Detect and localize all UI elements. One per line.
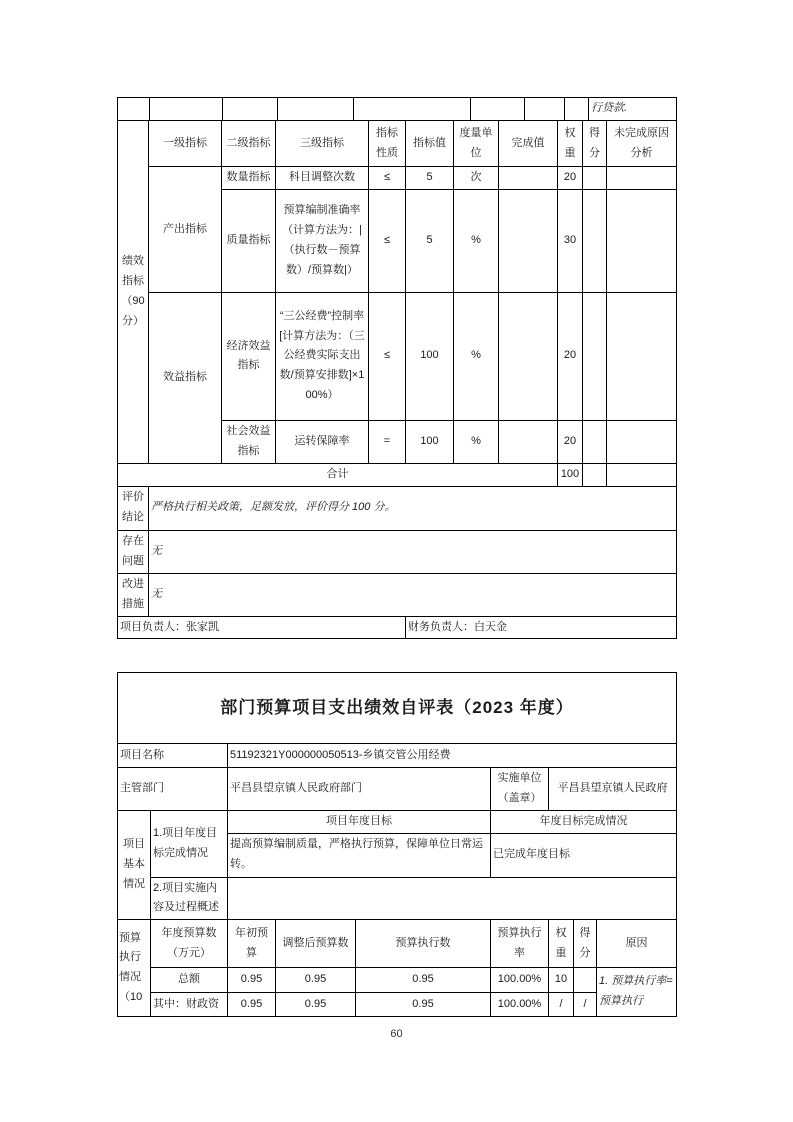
score-cell (583, 420, 607, 463)
budget-executed: 0.95 (356, 968, 491, 993)
dept-value: 平昌县望京镇人民政府部门 (228, 768, 491, 811)
score-cell (583, 167, 607, 190)
budget-adjusted: 0.95 (276, 993, 356, 1017)
budget-initial: 0.95 (228, 968, 276, 993)
nature-cell: ≤ (369, 167, 406, 190)
nature-cell: ≤ (369, 189, 406, 292)
budget-fiscal-row (118, 993, 677, 1017)
col-header-reason: 未完成原因分析 (607, 121, 677, 167)
goal-done-header: 年度目标完成情况 (491, 810, 677, 833)
reason-cell (607, 189, 677, 292)
weight-cell: 20 (558, 292, 583, 420)
performance-table (117, 120, 677, 639)
budget-score (574, 968, 597, 993)
project-name-row (118, 744, 677, 768)
level3-cell: 运转保障率 (276, 420, 369, 463)
budget-adjusted: 0.95 (276, 968, 356, 993)
unit-cell: % (454, 189, 499, 292)
budget-col-adjusted: 调整后预算数 (276, 920, 356, 968)
score-cell (583, 292, 607, 420)
col-header-weight: 权重 (558, 121, 583, 167)
level2-cell: 质量指标 (222, 189, 276, 292)
value-cell: 100 (406, 420, 454, 463)
impl-unit-value: 平昌县望京镇人民政府 (549, 768, 677, 811)
goal-header-row (118, 810, 677, 833)
total-reason (607, 463, 677, 486)
impl-section-label: 2.项目实施内容及过程概述 (151, 877, 228, 920)
budget-row-name: 总额 (151, 968, 228, 993)
remnant-empty-cell (471, 98, 525, 121)
budget-score: / (574, 993, 597, 1017)
level1-benefit: 效益指标 (149, 292, 222, 463)
dept-row (118, 768, 677, 811)
done-cell (499, 292, 558, 420)
total-weight: 100 (558, 463, 583, 486)
performance-header-row (118, 121, 677, 167)
done-cell (499, 420, 558, 463)
budget-initial: 0.95 (228, 993, 276, 1017)
problems-row (118, 530, 677, 573)
goal-section-label: 1.项目年度目标完成情况 (151, 810, 228, 877)
eval-table-title: 部门预算项目支出绩效自评表（2023 年度） (118, 673, 677, 744)
reason-cell (607, 167, 677, 190)
budget-rate: 100.00% (491, 968, 549, 993)
remnant-reason-text: 行贷款. (589, 98, 677, 121)
budget-rate: 100.00% (491, 993, 549, 1017)
goal-text: 提高预算编制质量，严格执行预算，保障单位日常运转。 (228, 833, 491, 877)
indicator-row (118, 167, 677, 190)
impl-section-text (228, 877, 677, 920)
level3-cell: “三公经费”控制率[计算方法为：（三公经费实际支出数/预算安排数]×100%） (276, 292, 369, 420)
done-cell (499, 189, 558, 292)
remnant-empty-cell (150, 98, 223, 121)
managers-row (118, 616, 677, 639)
reason-cell (607, 292, 677, 420)
remnant-empty-cell (118, 98, 150, 121)
budget-side-label: 预算执行情况（10 (118, 920, 151, 1017)
budget-col-initial: 年初预算 (228, 920, 276, 968)
project-name-value: 51192321Y000000050513-乡镇交管公用经费 (228, 744, 677, 768)
budget-weight: / (549, 993, 574, 1017)
budget-col-score: 得分 (574, 920, 597, 968)
col-header-level3: 三级指标 (276, 121, 369, 167)
value-cell: 5 (406, 189, 454, 292)
budget-col-name: 年度预算数（万元） (151, 920, 228, 968)
conclusion-label: 评价结论 (118, 486, 149, 530)
basic-info-side-label: 项目基本情况 (118, 810, 151, 920)
self-eval-table (117, 672, 677, 1017)
budget-col-executed: 预算执行数 (356, 920, 491, 968)
weight-cell: 20 (558, 167, 583, 190)
unit-cell: % (454, 420, 499, 463)
budget-weight: 10 (549, 968, 574, 993)
indicator-row (118, 292, 677, 420)
col-header-level2: 二级指标 (222, 121, 276, 167)
col-header-score: 得分 (583, 121, 607, 167)
col-header-unit: 度量单位 (454, 121, 499, 167)
impl-section-row (118, 877, 677, 920)
budget-row-name: 其中：财政资 (151, 993, 228, 1017)
problems-label: 存在问题 (118, 530, 149, 573)
level2-cell: 社会效益指标 (222, 420, 276, 463)
conclusion-row (118, 486, 677, 530)
value-cell: 100 (406, 292, 454, 420)
done-cell (499, 167, 558, 190)
total-score (583, 463, 607, 486)
improvements-row (118, 573, 677, 616)
finance-manager: 财务负责人：白天金 (406, 616, 677, 639)
budget-executed: 0.95 (356, 993, 491, 1017)
goal-done-text: 已完成年度目标 (491, 833, 677, 877)
nature-cell: ≤ (369, 292, 406, 420)
weight-cell: 30 (558, 189, 583, 292)
level1-output: 产出指标 (149, 167, 222, 293)
impl-unit-label: 实施单位（盖章） (491, 768, 549, 811)
remnant-empty-cell (525, 98, 565, 121)
dept-label: 主管部门 (118, 768, 228, 811)
value-cell: 5 (406, 167, 454, 190)
col-header-value: 指标值 (406, 121, 454, 167)
level2-cell: 经济效益指标 (222, 292, 276, 420)
budget-col-reason: 原因 (597, 920, 677, 968)
unit-cell: % (454, 292, 499, 420)
improvements-label: 改进措施 (118, 573, 149, 616)
page-number: 60 (390, 1028, 403, 1040)
budget-header-row (118, 920, 677, 968)
weight-cell: 20 (558, 420, 583, 463)
col-header-level1: 一级指标 (149, 121, 222, 167)
conclusion-text: 严格执行相关政策，足额发放，评价得分 100 分。 (149, 486, 677, 530)
budget-reason-text: 1. 预算执行率=预算执行 (597, 968, 677, 1017)
remnant-empty-cell (223, 98, 278, 121)
level3-cell: 预算编制准确率（计算方法为：|（执行数－预算数）/预算数|） (276, 189, 369, 292)
total-row (118, 463, 677, 486)
budget-total-row (118, 968, 677, 993)
reason-cell (607, 420, 677, 463)
budget-col-weight: 权重 (549, 920, 574, 968)
unit-cell: 次 (454, 167, 499, 190)
eval-title-row (118, 673, 677, 744)
remnant-empty-cell (278, 98, 354, 121)
project-manager: 项目负责人：张家凯 (118, 616, 406, 639)
remnant-empty-cell (354, 98, 471, 121)
score-cell (583, 189, 607, 292)
problems-text: 无 (149, 530, 677, 573)
total-label: 合计 (118, 463, 558, 486)
level2-cell: 数量指标 (222, 167, 276, 190)
level3-cell: 科目调整次数 (276, 167, 369, 190)
remnant-table (117, 97, 677, 121)
nature-cell: = (369, 420, 406, 463)
col-header-nature: 指标性质 (369, 121, 406, 167)
col-header-done: 完成值 (499, 121, 558, 167)
performance-side-label: 绩效指标（90分） (118, 121, 149, 464)
improvements-text: 无 (149, 573, 677, 616)
goal-header: 项目年度目标 (228, 810, 491, 833)
project-name-label: 项目名称 (118, 744, 228, 768)
remnant-empty-cell (565, 98, 589, 121)
budget-col-rate: 预算执行率 (491, 920, 549, 968)
